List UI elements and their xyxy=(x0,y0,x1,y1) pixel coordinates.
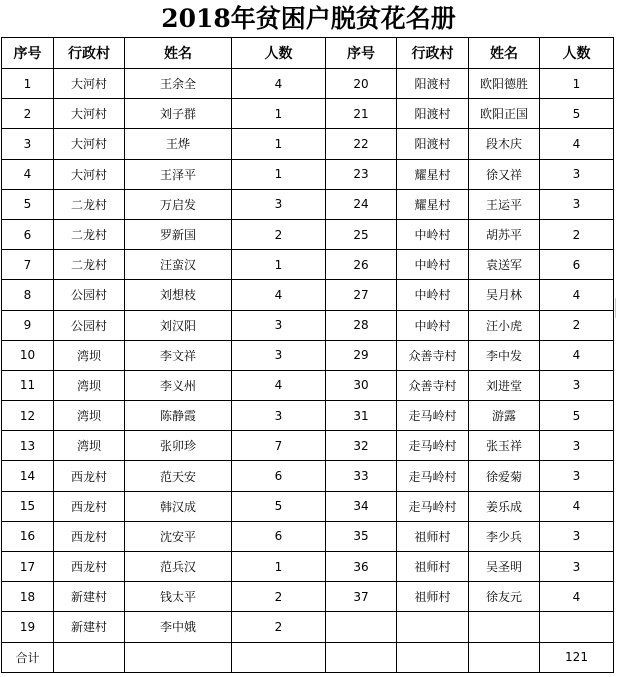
empty-cell xyxy=(125,642,232,672)
name-cell: 刘汉阳 xyxy=(125,310,232,340)
village-cell: 阳渡村 xyxy=(397,69,469,99)
village-cell: 众善寺村 xyxy=(397,370,469,400)
village-cell: 湾坝 xyxy=(54,370,125,400)
village-cell: 大河村 xyxy=(54,99,125,129)
table-row xyxy=(2,612,614,642)
name-cell: 徐又祥 xyxy=(469,159,540,189)
village-cell: 走马岭村 xyxy=(397,401,469,431)
count-cell: 3 xyxy=(540,521,614,551)
village-cell: 新建村 xyxy=(54,582,125,612)
village-cell: 祖师村 xyxy=(397,521,469,551)
count-cell: 3 xyxy=(232,401,326,431)
table-row xyxy=(2,69,614,99)
village-cell: 大河村 xyxy=(54,69,125,99)
village-cell: 湾坝 xyxy=(54,340,125,370)
table-row xyxy=(2,129,614,159)
row-number: 28 xyxy=(326,310,397,340)
name-cell: 徐友元 xyxy=(469,582,540,612)
name-cell: 李少兵 xyxy=(469,521,540,551)
header-no-left: 序号 xyxy=(2,38,54,69)
count-cell: 7 xyxy=(232,431,326,461)
row-number: 30 xyxy=(326,370,397,400)
empty-cell xyxy=(54,642,125,672)
row-number: 3 xyxy=(2,129,54,159)
table-row xyxy=(2,401,614,431)
village-cell: 二龙村 xyxy=(54,189,125,219)
village-cell: 公园村 xyxy=(54,280,125,310)
row-number: 36 xyxy=(326,552,397,582)
empty-cell xyxy=(326,612,397,642)
header-no-right: 序号 xyxy=(326,38,397,69)
row-number: 27 xyxy=(326,280,397,310)
table-row xyxy=(2,310,614,340)
table-row xyxy=(2,189,614,219)
name-cell: 王烨 xyxy=(125,129,232,159)
name-cell: 范天安 xyxy=(125,461,232,491)
village-cell: 耀星村 xyxy=(397,159,469,189)
row-number: 4 xyxy=(2,159,54,189)
count-cell: 1 xyxy=(232,99,326,129)
count-cell: 5 xyxy=(540,401,614,431)
count-cell: 4 xyxy=(540,582,614,612)
row-number: 1 xyxy=(2,69,54,99)
name-cell: 胡苏平 xyxy=(469,219,540,249)
empty-cell xyxy=(232,642,326,672)
name-cell: 万启发 xyxy=(125,189,232,219)
village-cell: 众善寺村 xyxy=(397,340,469,370)
village-cell: 中岭村 xyxy=(397,280,469,310)
village-cell: 耀星村 xyxy=(397,189,469,219)
row-number: 21 xyxy=(326,99,397,129)
count-cell: 1 xyxy=(232,552,326,582)
header-name-left: 姓名 xyxy=(125,38,232,69)
header-count-left: 人数 xyxy=(232,38,326,69)
village-cell: 大河村 xyxy=(54,129,125,159)
table-row xyxy=(2,552,614,582)
count-cell: 1 xyxy=(540,69,614,99)
count-cell: 6 xyxy=(232,461,326,491)
name-cell: 汪小虎 xyxy=(469,310,540,340)
row-number: 13 xyxy=(2,431,54,461)
roster-table xyxy=(1,37,614,673)
count-cell: 4 xyxy=(540,280,614,310)
name-cell: 陈静霞 xyxy=(125,401,232,431)
count-cell: 1 xyxy=(232,250,326,280)
empty-cell xyxy=(397,612,469,642)
count-cell: 4 xyxy=(540,340,614,370)
village-cell: 二龙村 xyxy=(54,250,125,280)
empty-cell xyxy=(397,642,469,672)
count-cell: 3 xyxy=(232,340,326,370)
name-cell: 刘子群 xyxy=(125,99,232,129)
row-number: 10 xyxy=(2,340,54,370)
row-number: 37 xyxy=(326,582,397,612)
name-cell: 游露 xyxy=(469,401,540,431)
count-cell: 3 xyxy=(232,189,326,219)
header-village-right: 行政村 xyxy=(397,38,469,69)
count-cell: 2 xyxy=(540,310,614,340)
name-cell: 沈安平 xyxy=(125,521,232,551)
row-number: 34 xyxy=(326,491,397,521)
name-cell: 范兵汉 xyxy=(125,552,232,582)
count-cell: 3 xyxy=(540,431,614,461)
name-cell: 吴圣明 xyxy=(469,552,540,582)
count-cell: 4 xyxy=(540,129,614,159)
name-cell: 李中发 xyxy=(469,340,540,370)
name-cell: 张卯珍 xyxy=(125,431,232,461)
document-title: 2018年贫困户脱贫花名册 xyxy=(161,4,456,33)
village-cell: 走马岭村 xyxy=(397,491,469,521)
table-row xyxy=(2,491,614,521)
name-cell: 李义州 xyxy=(125,370,232,400)
name-cell: 李中娥 xyxy=(125,612,232,642)
table-row xyxy=(2,370,614,400)
name-cell: 王运平 xyxy=(469,189,540,219)
row-number: 5 xyxy=(2,189,54,219)
header-village-left: 行政村 xyxy=(54,38,125,69)
name-cell: 姜乐成 xyxy=(469,491,540,521)
empty-cell xyxy=(540,612,614,642)
table-row xyxy=(2,340,614,370)
header-row xyxy=(2,38,614,69)
count-cell: 3 xyxy=(540,461,614,491)
name-cell: 欧阳德胜 xyxy=(469,69,540,99)
village-cell: 西龙村 xyxy=(54,491,125,521)
table-row xyxy=(2,582,614,612)
village-cell: 走马岭村 xyxy=(397,431,469,461)
count-cell: 1 xyxy=(232,159,326,189)
row-number: 23 xyxy=(326,159,397,189)
row-number: 20 xyxy=(326,69,397,99)
row-number: 24 xyxy=(326,189,397,219)
name-cell: 刘想枝 xyxy=(125,280,232,310)
village-cell: 西龙村 xyxy=(54,461,125,491)
row-number: 19 xyxy=(2,612,54,642)
table-row xyxy=(2,280,614,310)
row-number: 11 xyxy=(2,370,54,400)
count-cell: 2 xyxy=(232,582,326,612)
row-number: 12 xyxy=(2,401,54,431)
count-cell: 4 xyxy=(232,370,326,400)
count-cell: 4 xyxy=(232,280,326,310)
village-cell: 湾坝 xyxy=(54,431,125,461)
empty-cell xyxy=(469,642,540,672)
table-row xyxy=(2,461,614,491)
row-number: 22 xyxy=(326,129,397,159)
table-row xyxy=(2,159,614,189)
name-cell: 欧阳正国 xyxy=(469,99,540,129)
count-cell: 1 xyxy=(232,129,326,159)
row-number: 33 xyxy=(326,461,397,491)
village-cell: 中岭村 xyxy=(397,219,469,249)
count-cell: 4 xyxy=(540,491,614,521)
village-cell: 祖师村 xyxy=(397,552,469,582)
village-cell: 公园村 xyxy=(54,310,125,340)
gridline-fragment xyxy=(615,298,616,318)
name-cell: 汪蛮汉 xyxy=(125,250,232,280)
count-cell: 3 xyxy=(540,370,614,400)
count-cell: 5 xyxy=(540,99,614,129)
row-number: 32 xyxy=(326,431,397,461)
count-cell: 3 xyxy=(540,552,614,582)
table-row xyxy=(2,521,614,551)
table-row xyxy=(2,99,614,129)
row-number: 35 xyxy=(326,521,397,551)
name-cell: 钱太平 xyxy=(125,582,232,612)
name-cell: 李文祥 xyxy=(125,340,232,370)
village-cell: 二龙村 xyxy=(54,219,125,249)
row-number: 29 xyxy=(326,340,397,370)
village-cell: 走马岭村 xyxy=(397,461,469,491)
row-number: 16 xyxy=(2,521,54,551)
count-cell: 4 xyxy=(232,69,326,99)
row-number: 14 xyxy=(2,461,54,491)
row-number: 15 xyxy=(2,491,54,521)
row-number: 7 xyxy=(2,250,54,280)
row-number: 18 xyxy=(2,582,54,612)
total-value: 121 xyxy=(540,642,614,672)
count-cell: 2 xyxy=(232,219,326,249)
row-number: 8 xyxy=(2,280,54,310)
table-row xyxy=(2,250,614,280)
row-number: 6 xyxy=(2,219,54,249)
count-cell: 3 xyxy=(540,189,614,219)
count-cell: 6 xyxy=(232,521,326,551)
village-cell: 中岭村 xyxy=(397,250,469,280)
row-number: 2 xyxy=(2,99,54,129)
empty-cell xyxy=(326,642,397,672)
village-cell: 新建村 xyxy=(54,612,125,642)
header-name-right: 姓名 xyxy=(469,38,540,69)
row-number: 9 xyxy=(2,310,54,340)
name-cell: 王泽平 xyxy=(125,159,232,189)
table-row xyxy=(2,219,614,249)
village-cell: 大河村 xyxy=(54,159,125,189)
count-cell: 2 xyxy=(232,612,326,642)
count-cell: 2 xyxy=(540,219,614,249)
row-number: 31 xyxy=(326,401,397,431)
count-cell: 6 xyxy=(540,250,614,280)
name-cell: 罗新国 xyxy=(125,219,232,249)
count-cell: 5 xyxy=(232,491,326,521)
count-cell: 3 xyxy=(232,310,326,340)
name-cell: 徐爱菊 xyxy=(469,461,540,491)
name-cell: 王余全 xyxy=(125,69,232,99)
village-cell: 湾坝 xyxy=(54,401,125,431)
village-cell: 西龙村 xyxy=(54,521,125,551)
table-row xyxy=(2,431,614,461)
row-number: 26 xyxy=(326,250,397,280)
village-cell: 阳渡村 xyxy=(397,99,469,129)
name-cell: 段木庆 xyxy=(469,129,540,159)
name-cell: 刘进堂 xyxy=(469,370,540,400)
empty-cell xyxy=(469,612,540,642)
total-row xyxy=(2,642,614,672)
name-cell: 吴月林 xyxy=(469,280,540,310)
count-cell: 3 xyxy=(540,159,614,189)
village-cell: 西龙村 xyxy=(54,552,125,582)
name-cell: 张玉祥 xyxy=(469,431,540,461)
header-count-right: 人数 xyxy=(540,38,614,69)
total-label: 合计 xyxy=(2,642,54,672)
village-cell: 祖师村 xyxy=(397,582,469,612)
row-number: 17 xyxy=(2,552,54,582)
name-cell: 袁送军 xyxy=(469,250,540,280)
village-cell: 中岭村 xyxy=(397,310,469,340)
name-cell: 韩汉成 xyxy=(125,491,232,521)
village-cell: 阳渡村 xyxy=(397,129,469,159)
row-number: 25 xyxy=(326,219,397,249)
